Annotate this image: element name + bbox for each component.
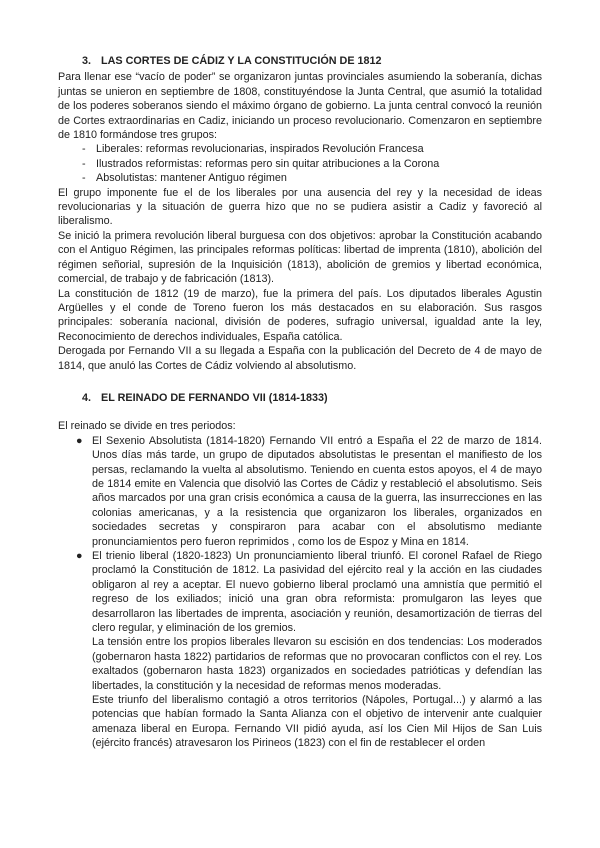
period-2-text-2: La tensión entre los propios liberales llevaron su escisión en dos tendencias: Los moderados (gobernaron hasta 1822) partidarios de reformas que no provocaran conflictos con el rey. Los exaltados (gobernaron hasta 1823) organizados en sociedades patrióticas y defendían las libertades, la constitución y la necesidad de reformas menos moderadas. <box>92 636 542 692</box>
period-2-text-3: Este triunfo del liberalismo contagió a otros territorios (Nápoles, Portugal...) y alarmó a las potencias que habían formado la Santa Alianza con el objetivo de intervenir ante cualquier amenaza liberal en Europa. Fernando VII pidió ayuda, así los Cien Mil Hijos de San Luis (ejército francés) atravesaron los Pirineos (1823) con el fin de restablecer el orden <box>92 694 542 750</box>
page-content <box>58 54 542 751</box>
section-4-number: 4. <box>82 391 92 404</box>
section-spacer <box>58 407 542 419</box>
section-3-paragraph-3: Se inició la primera revolución liberal burguesa con dos objetivos: aprobar la Constitución acabando con el Antiguo Régimen, las principales reformas políticas: libertad de imprenta (1810), abolición del régimen señorial, supresión de la Inquisición (1813), abolición de gremios y libertad económica, comercial, de trabajo y de fabricación (1813). <box>58 229 542 286</box>
section-3-paragraph-4: La constitución de 1812 (19 de marzo), fue la primera del país. Los diputados liberales Agustin Argüelles y el conde de Toreno fueron los más destacados en su elaboración. Sus rasgos principales: soberanía nacional, división de poderes, sufragio universal, igualdad ante la ley, Reconocimiento de derechos individuales, España católica. <box>58 287 542 343</box>
section-3-title: LAS CORTES DE CÁDIZ Y LA CONSTITUCIÓN DE 1812 <box>101 55 382 67</box>
bullet-icon: ● <box>76 550 83 562</box>
section-3-number: 3. <box>82 55 92 67</box>
section-3-heading <box>58 54 542 68</box>
periods-list <box>58 434 542 751</box>
period-2-text: El trienio liberal (1820-1823) Un pronunciamiento liberal triunfó. El coronel Rafael de Riego proclamó la Constitución de 1812. La pasividad del ejército real y la acción en las ciudades obligaron al rey a aceptar. El nuevo gobierno liberal proclamó una amnistía que permitió el regreso de los exiliados; inició una gran obra reformista: promulgaron las leyes que desarrollaron las libertades de imprenta, asociación y reunión, desamortización de tierras del clero regular, y eliminación de los gremios. <box>92 550 542 635</box>
period-item-trienio <box>76 549 542 751</box>
period-item-sexenio <box>76 434 542 549</box>
group-item-absolutistas: - Absolutistas: mantener Antiguo régimen <box>82 171 542 185</box>
section-3-paragraph-1: Para llenar ese “vacío de poder” se organizaron juntas provinciales asumiendo la soberanía, dichas juntas se unieron en septiembre de 1808, constituyéndose la Junta Central, que asumió la totalidad de los poderes soberanos siendo el máximo órgano de gobierno. La junta central convocó la reunión de Cortes extraordinarias en Cadiz, iniciando un proceso revolucionario. Comenzaron en septiembre de 1810 formándose tres grupos: <box>58 71 542 142</box>
period-1-text: El Sexenio Absolutista (1814-1820) Fernando VII entró a España el 22 de marzo de 1814. Unos días más tarde, un grupo de diputados absolutistas le presentan el manifiesto de los persas, reclamando la vuelta al absolutismo. Teniendo en cuenta estos apoyos, el 4 de mayo de 1814 emite en Valencia que disolvió las Cortes de Cádiz y restableció el absolutismo. Seis años marcados por una gran crisis económica a causa de la guerra, las insurrecciones en las colonias americanas, y a la resistencia que organizaron los liberales, organizados en sociedades secretas y conspiraron para acabar con el absolutismo mediante pronunciamientos pero fueron reprimidos , como los de Espoz y Mina en 1814. <box>92 434 542 548</box>
bullet-icon: ● <box>76 434 83 447</box>
group-item-liberales: - Liberales: reformas revolucionarias, inspirados Revolución Francesa <box>82 142 542 156</box>
section-spacer <box>58 373 542 391</box>
section-4-title: EL REINADO DE FERNANDO VII (1814-1833) <box>101 391 328 404</box>
section-3-paragraph-2: El grupo imponente fue el de los liberales por una ausencia del rey y la necesidad de ideas revolucionarias y la situación de guerra hizo que no se pudiera asistir a Cadiz y favoreció al liberalismo. <box>58 186 542 228</box>
section-3-paragraph-5: Derogada por Fernando VII a su llegada a España con la publicación del Decreto de 4 de mayo de 1814, que anuló las Cortes de Cádiz volviendo al absolutismo. <box>58 345 542 372</box>
section-4-heading <box>58 391 542 405</box>
section-4-intro: El reinado se divide en tres periodos: <box>58 420 236 433</box>
groups-list <box>58 142 542 185</box>
group-item-ilustrados: - Ilustrados reformistas: reformas pero sin quitar atribuciones a la Corona <box>82 157 542 171</box>
